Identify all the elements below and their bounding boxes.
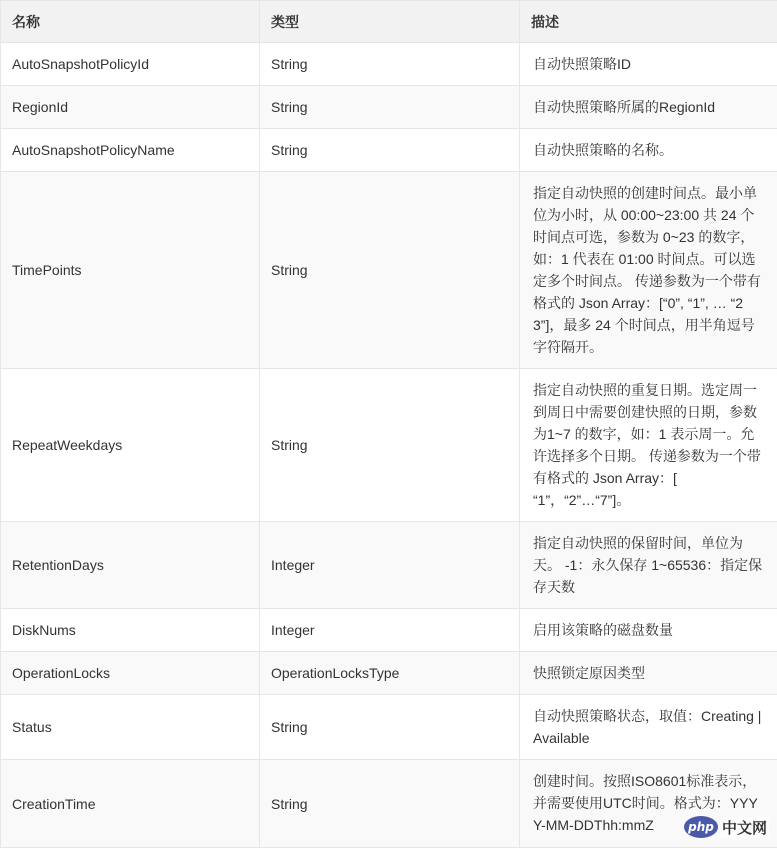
param-desc: 启用该策略的磁盘数量 <box>520 609 777 652</box>
table-row <box>1 695 777 760</box>
param-name: TimePoints <box>1 172 260 369</box>
column-header-desc: 描述 <box>520 1 777 43</box>
table-row <box>1 609 777 652</box>
watermark-text: 中文网 <box>720 817 769 838</box>
param-name: Status <box>1 695 260 760</box>
param-type: String <box>260 129 520 172</box>
param-desc: 指定自动快照的保留时间，单位为天。 -1：永久保存 1~65536：指定保存天数 <box>520 522 777 609</box>
table-row <box>1 369 777 522</box>
table-row <box>1 760 777 848</box>
param-type: String <box>260 86 520 129</box>
param-name: DiskNums <box>1 609 260 652</box>
param-name: AutoSnapshotPolicyName <box>1 129 260 172</box>
table-body <box>1 43 777 848</box>
param-type: Integer <box>260 522 520 609</box>
param-type: String <box>260 172 520 369</box>
param-name: RetentionDays <box>1 522 260 609</box>
param-type: Integer <box>260 609 520 652</box>
table-row <box>1 522 777 609</box>
param-desc: 指定自动快照的创建时间点。最小单位为小时，从 00:00~23:00 共 24 个时间点可选，参数为 0~23 的数字，如：1 代表在 01:00 时间点。可以选定多个时间点。 传递参数为一个带有格式的 Json Array：[“0”, “1”, … “23”]，最多 24 个时间点，用半角逗号字符隔开。 <box>520 172 777 369</box>
param-type: String <box>260 43 520 86</box>
param-desc: 自动快照策略的名称。 <box>520 129 777 172</box>
param-name: RegionId <box>1 86 260 129</box>
table-row <box>1 652 777 695</box>
param-desc: 自动快照策略所属的RegionId <box>520 86 777 129</box>
site-watermark <box>684 816 769 838</box>
header-row <box>1 1 777 43</box>
php-logo-icon: php <box>684 816 718 838</box>
column-header-name: 名称 <box>1 1 260 43</box>
param-name: OperationLocks <box>1 652 260 695</box>
table-row <box>1 129 777 172</box>
table-row <box>1 43 777 86</box>
param-desc: 快照锁定原因类型 <box>520 652 777 695</box>
param-desc: 自动快照策略ID <box>520 43 777 86</box>
param-type: OperationLocksType <box>260 652 520 695</box>
param-name: AutoSnapshotPolicyId <box>1 43 260 86</box>
param-desc: 创建时间。按照ISO8601标准表示，并需要使用UTC时间。格式为：YYYY-MM-DDThh:mmZ <box>520 760 777 848</box>
table-row <box>1 172 777 369</box>
param-desc: 自动快照策略状态，取值：Creating | Available <box>520 695 777 760</box>
param-name: CreationTime <box>1 760 260 848</box>
table-header <box>1 1 777 43</box>
param-type: String <box>260 760 520 848</box>
param-desc: 指定自动快照的重复日期。选定周一到周日中需要创建快照的日期，参数为1~7 的数字，如：1 表示周一。允许选择多个日期。 传递参数为一个带有格式的 Json Array：[ “1”，“2”…“7”]。 <box>520 369 777 522</box>
param-type: String <box>260 369 520 522</box>
table-row <box>1 86 777 129</box>
param-type: String <box>260 695 520 760</box>
column-header-type: 类型 <box>260 1 520 43</box>
param-name: RepeatWeekdays <box>1 369 260 522</box>
